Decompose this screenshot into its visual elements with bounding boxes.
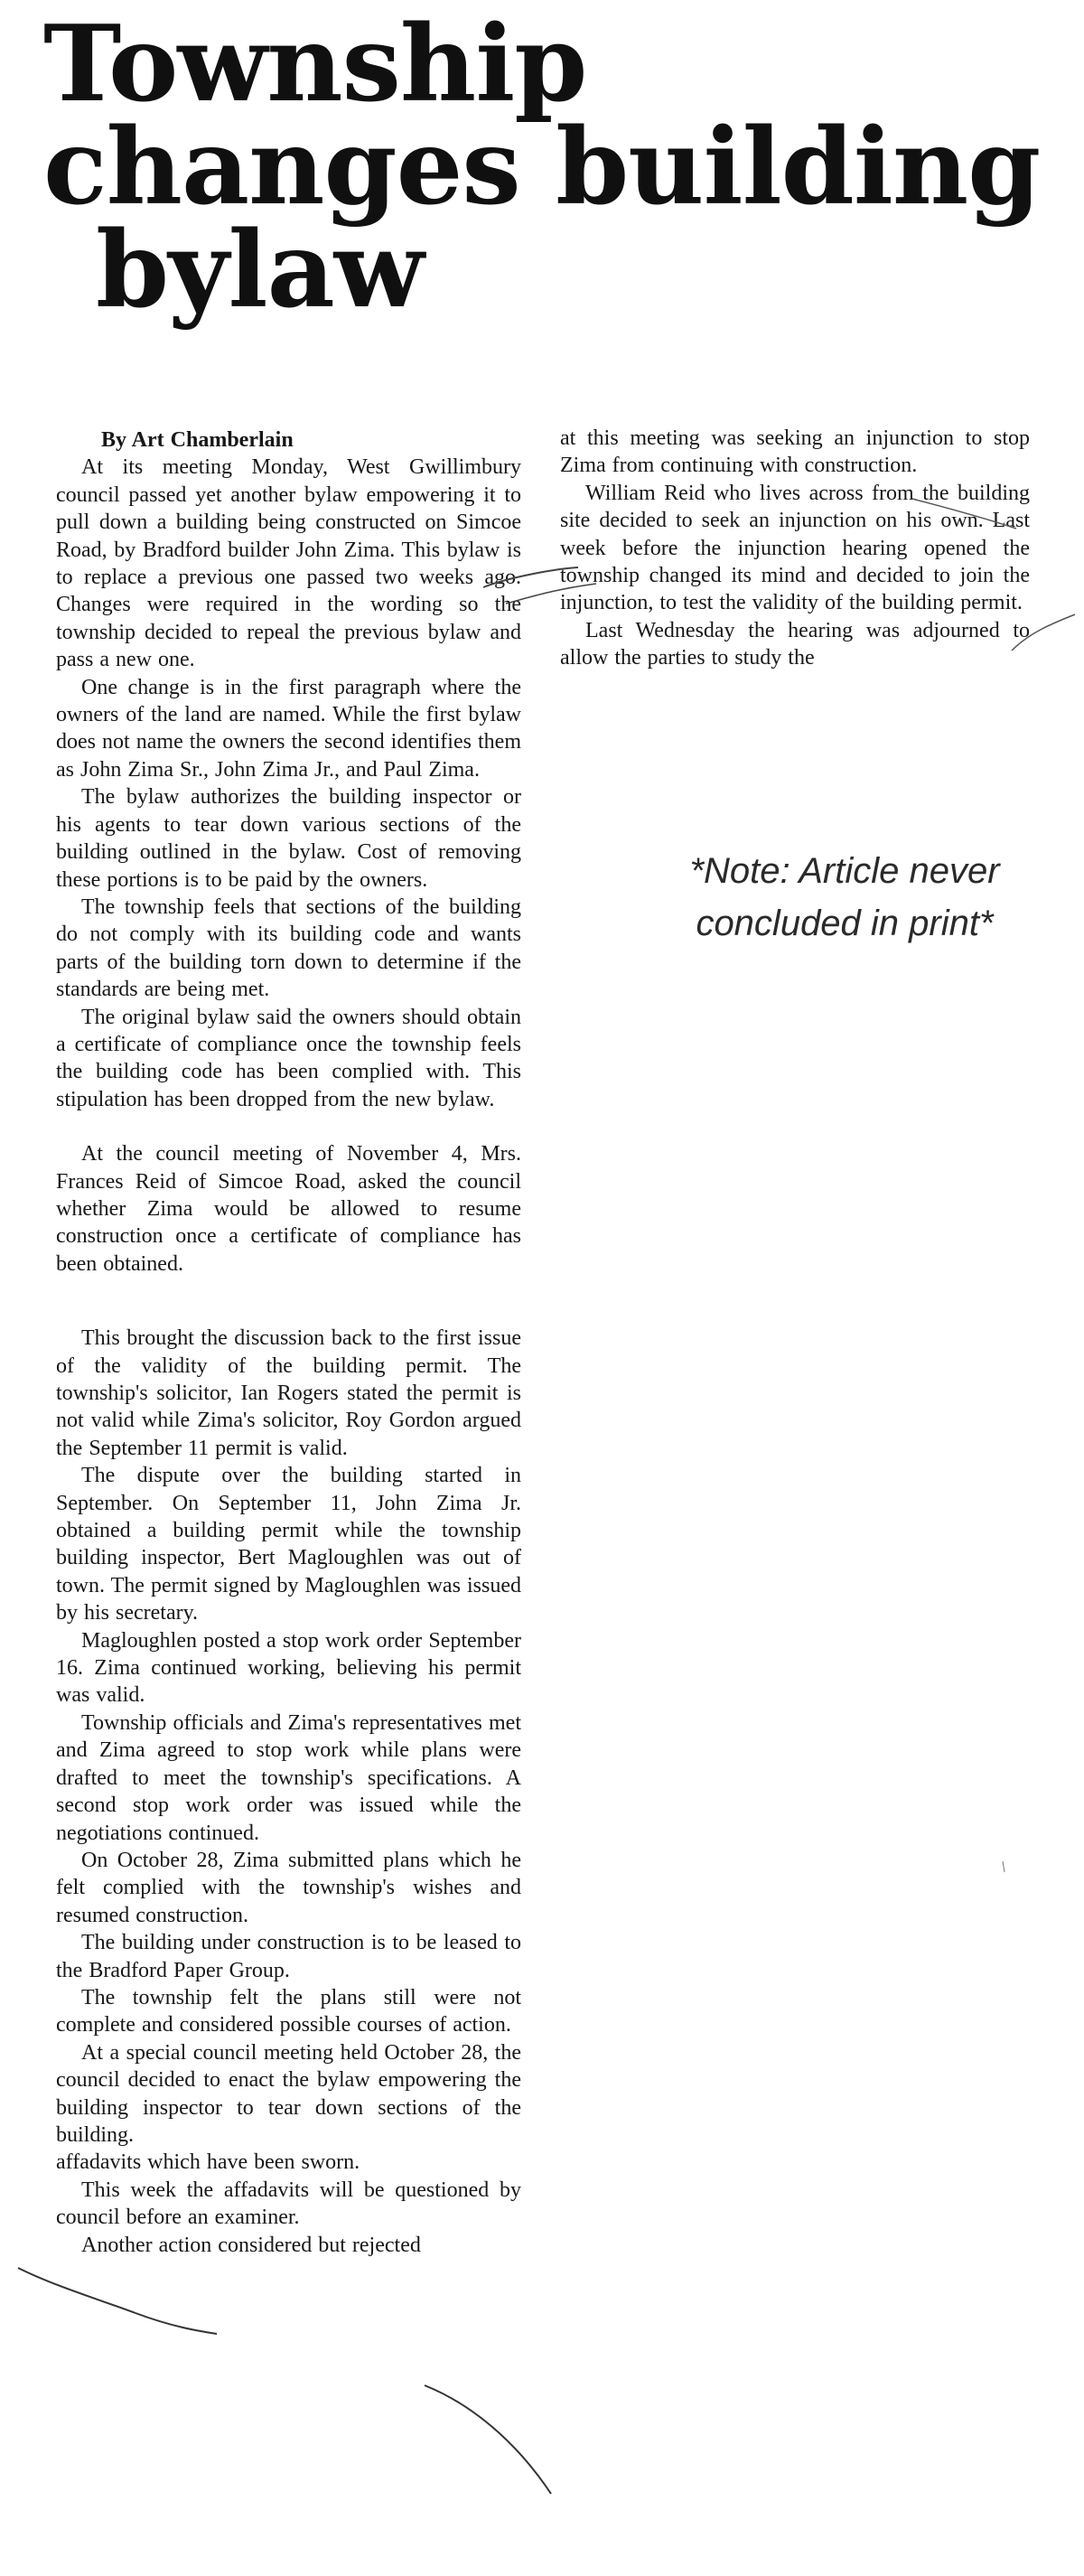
paragraph: Township officials and Zima's representatives met and Zima agreed to stop work while plans were drafted to meet the township's specifications. A second stop work order was issued while the negotiations continued.: [56, 1710, 521, 1845]
paragraph: The dispute over the building started in September. On September 11, John Zima Jr. obtained a building permit while the township building inspector, Bert Magloughlen was out of town. The permit signed by Magloughlen was issued by his secretary.: [56, 1464, 521, 1625]
paragraph: At its meeting Monday, West Gwillimbury council passed yet another bylaw empowering it to pull down a building being constructed on Simcoe Road, by Bradford builder John Zima. This bylaw is to replace a previous one passed two weeks ago. Changes were required in the wording so the township decided to repeal the previous bylaw and pass a new one.: [56, 455, 521, 672]
paragraph: Magloughlen posted a stop work order September 16. Zima continued working, believing his permit was valid.: [56, 1628, 521, 1708]
pen-stroke: [1003, 1861, 1005, 1872]
editor-note: [632, 845, 1057, 950]
paragraph: At a special council meeting held October 28, the council decided to enact the bylaw empowering the building inspector to tear down sections of the building.: [56, 2040, 521, 2147]
headline-line-3: bylaw: [96, 209, 424, 332]
left-column: [56, 426, 521, 2259]
headline-line-2: changes building: [43, 106, 1041, 229]
paragraph: The original bylaw said the owners should obtain a certificate of compliance once the township feels the building code has been complied with. This stipulation has been dropped from the new bylaw.: [56, 1005, 521, 1111]
paragraph: Another action considered but rejected: [81, 2233, 421, 2257]
editor-note-line-1: *Note: Article never: [689, 851, 1000, 891]
paragraph: On October 28, Zima submitted plans which he felt complied with the township's wishes and resumed construction.: [56, 1848, 521, 1927]
pen-stroke: [18, 2268, 136, 2313]
paragraph: affadavits which have been sworn.: [56, 2150, 360, 2175]
paragraph: The building under construction is to be leased to the Bradford Paper Group.: [56, 1931, 521, 1982]
paragraph: at this meeting was seeking an injunction to stop Zima from continuing with construction.: [560, 426, 1030, 478]
right-column: [560, 425, 1030, 672]
paragraph: This brought the discussion back to the first issue of the validity of the building permit. The township's solicitor, Ian Rogers stated the permit is not valid while Zima's solicitor, Roy Gordon argued the September 11 permit is valid.: [56, 1326, 521, 1460]
byline: By Art Chamberlain: [101, 428, 294, 452]
paragraph: The bylaw authorizes the building inspector or his agents to tear down various sections of the building outlined in the bylaw. Cost of removing these portions is to be paid by the owners.: [56, 785, 521, 892]
paragraph: This week the affadavits will be questioned by council before an examiner.: [56, 2178, 521, 2230]
paragraph: The township feels that sections of the building do not comply with its building code and wants parts of the building torn down to determine if the standards are being met.: [56, 895, 521, 1002]
pen-stroke: [425, 2385, 551, 2494]
pen-stroke: [136, 2313, 217, 2334]
paragraph: William Reid who lives across from the building site decided to seek an injunction on his own. Last week before the injunction hearing opened the township changed its mind and decided to join the injunction, to test the validity of the building permit.: [560, 481, 1030, 615]
paragraph: The township felt the plans still were not complete and considered possible courses of action.: [56, 1985, 521, 2037]
headline-line-1: Township: [43, 3, 587, 126]
headline: [43, 3, 1082, 332]
paragraph: At the council meeting of November 4, Mrs. Frances Reid of Simcoe Road, asked the council whether Zima would be allowed to resume construction once a certificate of compliance has been obtained.: [56, 1142, 521, 1276]
paragraph: One change is in the first paragraph where the owners of the land are named. While the first bylaw does not name the owners the second identifies them as John Zima Sr., John Zima Jr., and Paul Zima.: [56, 675, 521, 782]
editor-note-line-2: concluded in print*: [696, 904, 994, 943]
paragraph: Last Wednesday the hearing was adjourned to allow the parties to study the: [560, 618, 1030, 670]
